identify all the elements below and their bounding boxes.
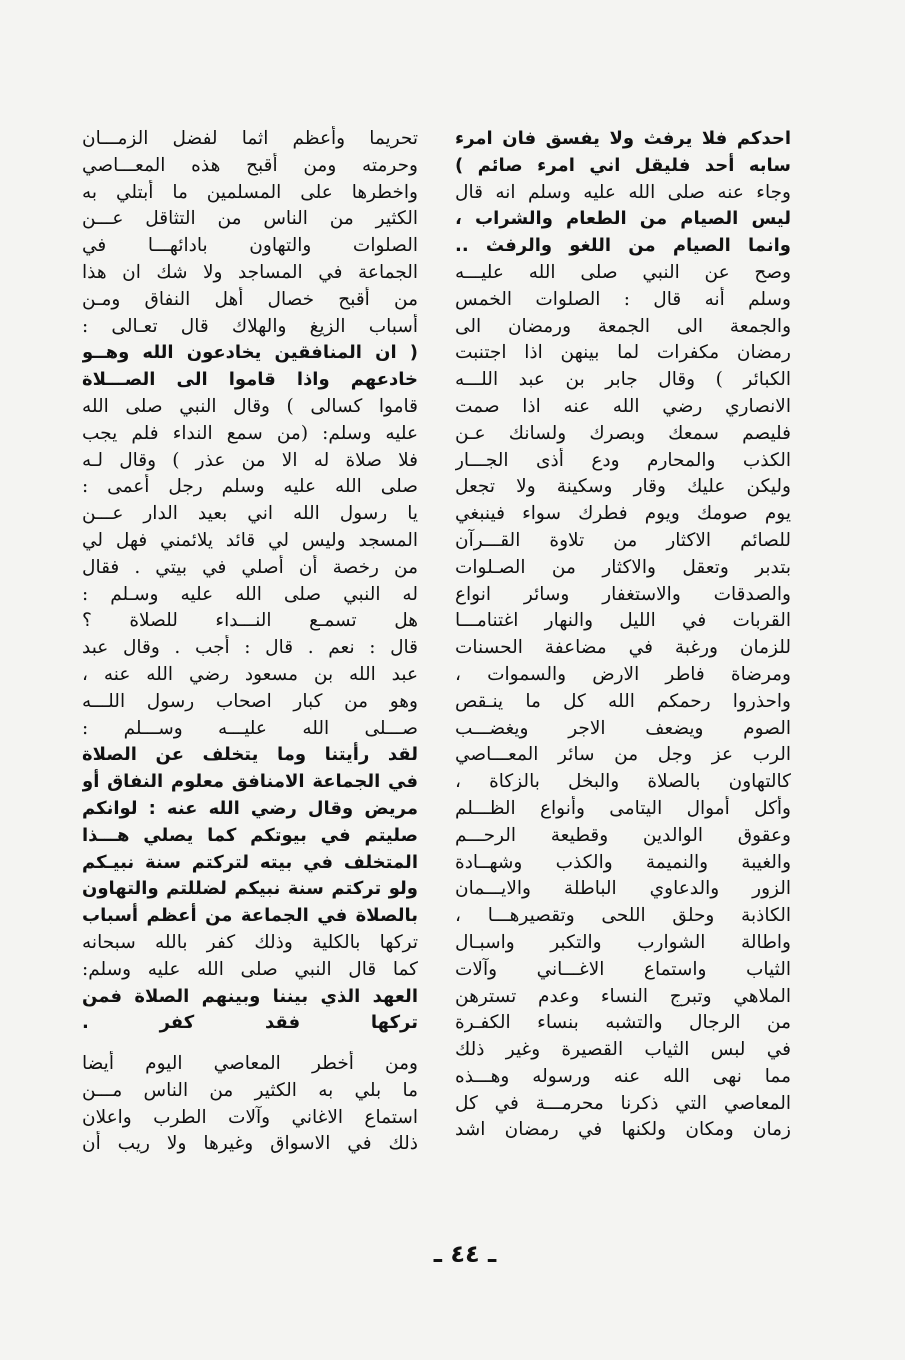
text-line: احدكم فلا يرفث ولا يفسق فان امرء bbox=[455, 128, 791, 149]
text-line: عليه وسلم: (من سمع النداء فلم يجب bbox=[82, 422, 418, 444]
text-line: ليس الصيام من الطعام والشراب ، bbox=[455, 208, 791, 230]
paragraph-gap bbox=[82, 1037, 418, 1051]
text-line: فليصم سمعك وبصرك ولسانك عـن bbox=[455, 422, 791, 444]
text-line: والغيبة والنميمة والكذب وشهــادة bbox=[455, 851, 791, 873]
text-line: وجاء عنه صلى الله عليه وسلم انه قال bbox=[455, 181, 791, 203]
text-line: من أقبح خصال أهل النفاق ومـن bbox=[82, 288, 418, 310]
text-line: سابه أحد فليقل اني امرء صائم ) bbox=[455, 154, 791, 176]
left-text-column bbox=[82, 126, 418, 1158]
text-line: تحريما وأعظم اثما لفضل الزمـــان bbox=[82, 128, 418, 149]
text-line: واطالة الشوارب والتكبر واسبـال bbox=[455, 931, 791, 953]
text-line: كما قال النبي صلى الله عليه وسلم: bbox=[82, 958, 418, 980]
text-line: ومن أخطر المعاصي اليوم أيضا bbox=[82, 1053, 418, 1075]
text-line: من رخصة أن أصلي في بيتي . فقال bbox=[82, 556, 418, 578]
text-line: الكبائر ) وقال جابر بن عبد اللـــه bbox=[455, 369, 791, 391]
text-line: وانما الصيام من اللغو والرفث .. bbox=[455, 235, 791, 257]
text-line: بتدبر وتعقل والاكثار من الصـلوات bbox=[455, 556, 791, 578]
text-line: عبد الله بن مسعود رضي الله عنه ، bbox=[82, 663, 418, 685]
text-line: مريض وقال رضي الله عنه : لوانكم bbox=[82, 797, 418, 819]
text-line: العهد الذي بيننا وبينهم الصلاة فمن bbox=[82, 985, 418, 1007]
text-line: وأكل أموال اليتامى وأنواع الظـــلم bbox=[455, 797, 791, 819]
text-line: خادعهم واذا قاموا الى الصـــلاة bbox=[82, 369, 418, 391]
text-line: هل تسمـع النـــداء للصلاة ؟ bbox=[82, 610, 418, 632]
text-line: ( ان المنافقين يخادعون الله وهــو bbox=[82, 342, 418, 364]
text-line: الكذب والمحارم ودع أذى الجـــار bbox=[455, 449, 791, 471]
text-line: المتخلف في بيته لتركتم سنة نبيـكم bbox=[82, 851, 418, 873]
text-line: قال : نعم . قال : أجب . وقال عبد bbox=[82, 637, 418, 659]
text-line: صليتم في بيوتكم كما يصلي هـــذا bbox=[82, 824, 418, 846]
text-line: بالصلاة في الجماعة من أعظم أسباب bbox=[82, 905, 418, 927]
text-line: الصوم ويضعف الاجر ويغضـــب bbox=[455, 717, 791, 739]
text-line: صـــلى الله عليـــه وســـلم : bbox=[82, 717, 418, 739]
text-line: الكاذبة وحلق اللحى وتقصيرهـــا ، bbox=[455, 905, 791, 927]
text-line: ولو تركتم سنة نبيكم لضللتم والتهاون bbox=[82, 878, 418, 900]
text-line: تركها فقد كفر . bbox=[82, 1012, 418, 1034]
text-line: قاموا كسالى ) وقال النبي صلى الله bbox=[82, 395, 418, 417]
page-number: ـ ٤٤ ـ bbox=[433, 1240, 497, 1268]
text-line: وعقوق الوالدين وقطيعة الرحـــم bbox=[455, 824, 791, 846]
text-line: للصائم الاكثار من تلاوة القـــرآن bbox=[455, 529, 791, 551]
text-line: الصلوات والتهاون بادائهـــا في bbox=[82, 235, 418, 257]
text-line: والجمعة الى الجمعة ورمضان الى bbox=[455, 315, 791, 337]
text-line: زمان ومكان ولكنها في رمضان اشد bbox=[455, 1119, 791, 1141]
text-line: ما بلي به الكثير من الناس مـــن bbox=[82, 1079, 418, 1101]
text-line: للزمان ورغبة في مضاعفة الحسنات bbox=[455, 637, 791, 659]
text-line: وصح عن النبي صلى الله عليـــه bbox=[455, 261, 791, 283]
text-line: والصدقات والاستغفار وسائر انواع bbox=[455, 583, 791, 605]
text-line: الملاهي وتبرج النساء وعدم تسترهن bbox=[455, 985, 791, 1007]
text-line: المسجد وليس لي قائد يلائمني فهل لي bbox=[82, 529, 418, 551]
right-text-column bbox=[455, 126, 791, 1144]
text-line: من الرجال والتشبه بنساء الكفـرة bbox=[455, 1012, 791, 1034]
text-line: يوم صومك ويوم فطرك سواء فينبغي bbox=[455, 503, 791, 525]
text-line: وحرمته ومن أقبح هذه المعـــاصي bbox=[82, 154, 418, 176]
text-line: لقد رأيتنا وما يتخلف عن الصلاة bbox=[82, 744, 418, 766]
text-line: الثياب واستماع الاغـــاني وآلات bbox=[455, 958, 791, 980]
text-line: له النبي صلى الله عليه وسـلم : bbox=[82, 583, 418, 605]
text-line: ذلك في الاسواق وغيرها ولا ريب أن bbox=[82, 1133, 418, 1155]
text-line: أسباب الزيغ والهلاك قال تعـالى : bbox=[82, 315, 418, 337]
text-line: استماع الاغاني وآلات الطرب واعلان bbox=[82, 1106, 418, 1128]
text-line: ومرضاة فاطر الارض والسموات ، bbox=[455, 663, 791, 685]
text-line: واحذروا رحمكم الله كل ما ينـقص bbox=[455, 690, 791, 712]
text-line: وهو من كبار اصحاب رسول اللـــه bbox=[82, 690, 418, 712]
text-line: يا رسول الله اني بعيد الدار عـــن bbox=[82, 503, 418, 525]
text-line: كالتهاون بالصلاة والبخل بالزكاة ، bbox=[455, 771, 791, 793]
text-line: القربات في الليل والنهار اغتنامـــا bbox=[455, 610, 791, 632]
text-line: الانصاري رضي الله عنه اذا صمت bbox=[455, 395, 791, 417]
text-line: وسلم أنه قال : الصلوات الخمس bbox=[455, 288, 791, 310]
text-line: في الجماعة الامنافق معلوم النفاق أو bbox=[82, 771, 418, 793]
text-line: واخطرها على المسلمين ما أبتلي به bbox=[82, 181, 418, 203]
text-line: المعاصي التي ذكرنا محرمـــة في كل bbox=[455, 1092, 791, 1114]
text-line: مما نهى الله عنه ورسوله وهـــذه bbox=[455, 1065, 791, 1087]
text-line: في لبس الثياب القصيرة وغير ذلك bbox=[455, 1039, 791, 1061]
text-line: الكثير من الناس من التثاقل عـــن bbox=[82, 208, 418, 230]
text-line: الرب عز وجل من سائر المعـــاصي bbox=[455, 744, 791, 766]
text-line: الجماعة في المساجد ولا شك ان هذا bbox=[82, 261, 418, 283]
text-line: الزور والدعاوي الباطلة والايـــمان bbox=[455, 878, 791, 900]
text-line: رمضان مكفرات لما بينهن اذا اجتنبت bbox=[455, 342, 791, 364]
text-line: وليكن عليك وقار وسكينة ولا تجعل bbox=[455, 476, 791, 498]
text-line: فلا صلاة له الا من عذر ) وقال لـه bbox=[82, 449, 418, 471]
text-line: صلى الله عليه وسلم رجل أعمى : bbox=[82, 476, 418, 498]
text-line: تركها بالكلية وذلك كفر بالله سبحانه bbox=[82, 931, 418, 953]
